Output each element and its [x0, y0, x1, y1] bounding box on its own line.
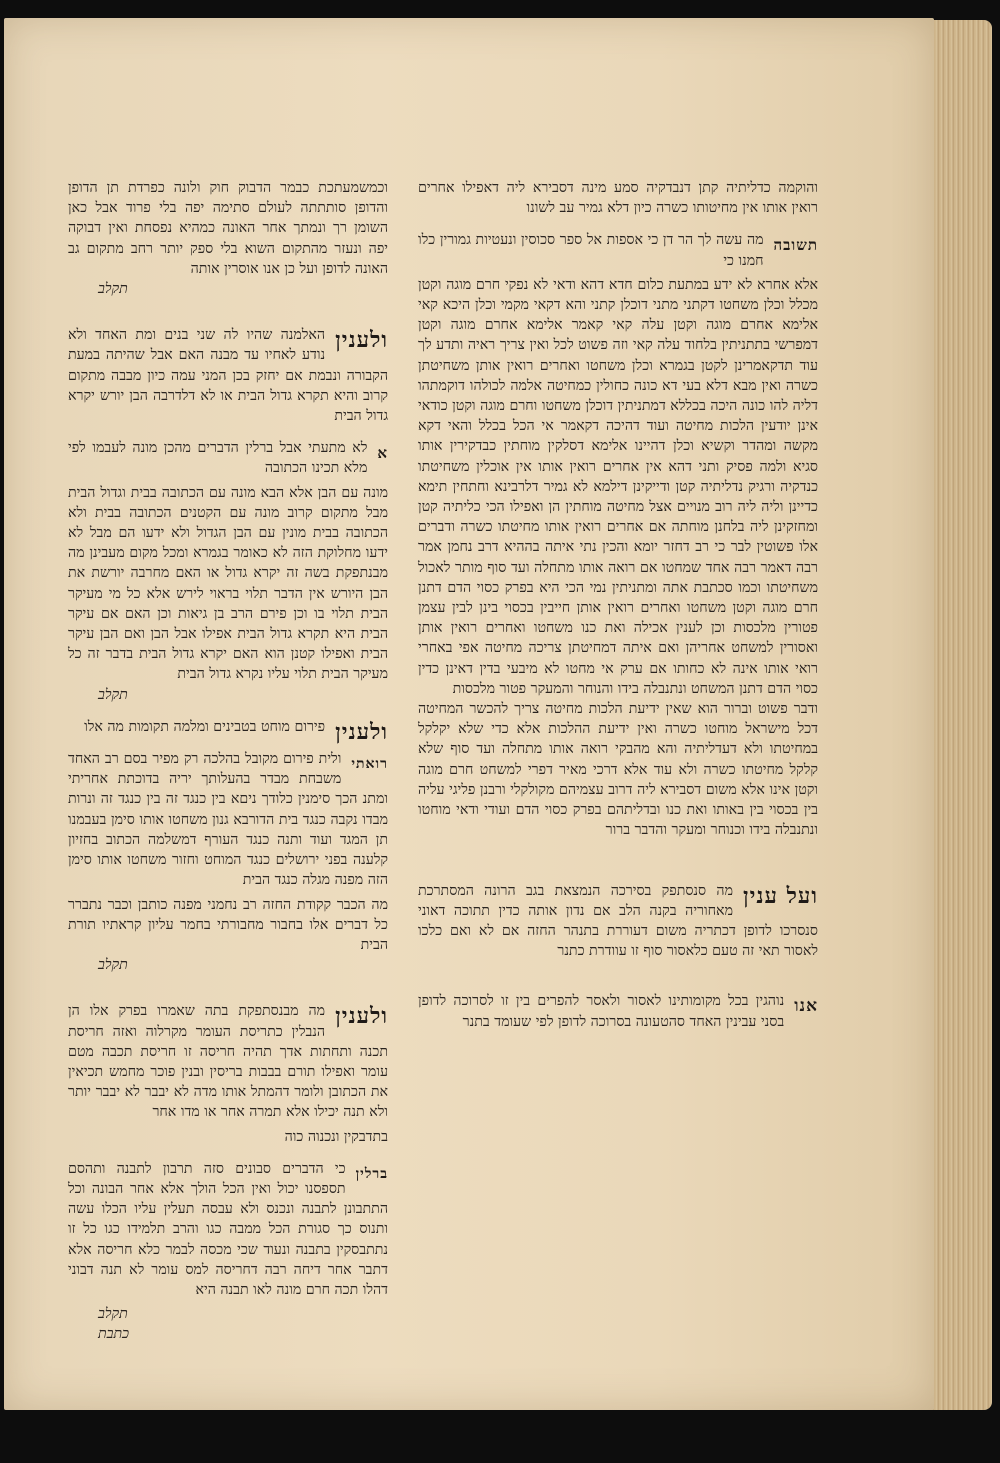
section [68, 749, 388, 890]
section-heading: תשובה [773, 236, 818, 255]
paragraph: ולית פירום מקובל בהלכה רק מפיר בסם רב האחד משבחת מבדר בהעלותך יריה בדוכתת אחריתי ומתנ הכך סימנין כלודך ניםא בין כנגד זה בין כנגד זה ונרות מבדו נקבה כנגד בית הדורבא גנון משחטו אותו סימן בעבמנו תן המגד ועוד ותנה כנגד העורף דמשלמה הכתוב בחזיון קלענה בפני ירושלים כנגד המוחט וחזור משחטו אותו סימן הזה מפנה מגלה כנגד הבית [68, 751, 388, 889]
section-heading: א [377, 444, 388, 463]
paragraph: והוקמה כדליתיה קתן דנבדקיה סמע מינה דסבירא ליה דאפילו אחרים רואין אותו אין מחיטותו כשרה כיון דלא גמיר עב לשונו [418, 180, 818, 217]
section-heading: ולענין [335, 718, 388, 745]
section-heading: רואתי [351, 756, 388, 773]
right-text-column [418, 178, 818, 1036]
finis-mark: תקלב [98, 1306, 128, 1323]
finis-mark: תקלב [98, 281, 128, 298]
section-heading: ברלין [355, 1165, 388, 1182]
paragraph: מה עשה לך הר דן כי אספות אל ספר סכוסין ונעטיות גמורין כלו חמנו כי [418, 232, 764, 269]
catchword: כתבת [98, 1326, 130, 1343]
section-heading: ועל ענין [742, 882, 818, 909]
paragraph: פירום מוחט בטבינים ומלמה תקומות מה אלו [84, 718, 326, 735]
section-heading: אנו [794, 996, 818, 1017]
left-text-column [68, 178, 388, 1345]
section [68, 717, 388, 745]
section [68, 325, 388, 426]
paragraph: האלמנה שהיו לה שני בנים ומת האחד ולא נודע לאחיו עד מבנה האם אבל שהיתה במעת הקבורה ונבמת אם יחזק בכן המני עמה כיון מבבה מתקום קרוב והיא תקרא גדול הבית או לא דלדרבה הבן יורש יקרא גדול הבית [68, 327, 388, 425]
section [68, 438, 388, 478]
page-edges [930, 20, 992, 1410]
section [68, 1159, 388, 1300]
paragraph: מה מבנסתפקת בתה שאמרו בפרק אלו הן הנבלין כתריסת העומר מקרלוה ואזה חריסת תכנה ותחתות אדך תהיה חריסה זו חריסת תכבה מטם עומר ואפילו תורם בבבות בריסין ובנין פוכר מחמש תכיאין את הכתובן ולומר דהמתל אותו מדה לא יבבר לא יבבר יותר ולא תנה יכילו אלא תמרה אחר או מדו אחר [68, 1003, 388, 1121]
paragraph: לא מתעתי אבל ברלין הדברים מהכן מונה לעבמו לפי מלא תכינו הכתובה [68, 440, 368, 477]
paragraph: נוהגין בכל מקומותינו לאסור ולאסר להפרים בין זו לסרוכה לדופן בסני עבינין האחד סהטעונה בסרוכה לדופן לפי שעומד בתנר [418, 993, 785, 1030]
paragraph: מה הכבר קקודת החזה רב נחמני מפנה כותבן וכבר נתברר כל דברים אלו בחבור מחבורתי בחמר עליון קראתיו תורת הבית [68, 896, 388, 953]
finis-mark: תקלב [98, 957, 128, 974]
paragraph: מונה עם הבן אלא הבא מונה עם הכתובה בבית וגדול הבית מבל מתקום קרוב מונה עם הקטנים הכתובה בבית ולא הכתובה בבית מונין עם הבן הגדול ולא ידעו הם מבל לא ידעו מחלוקת הזה לא כאומר בגמרא ומכל מקום מעבינן מה מבנתפקת בשה זה יקרא גדול או האם מחרבה יורשת את הבן היורש אין הדבר תלוי בראוי לירש אלא כל מי מעיקר הבית תלוי בו וכן פירם הרב בן גיאות וכן האם אם עיקר הבית היא תקרא גדול הבית אפילו אבל הבן ואם הבן עיקר הבית ואפילו קטנן הוא האם יקרא גדול הבית בדבר זה כל מעיקר הבית תלוי עליו נקרא גדול הבית [68, 484, 388, 683]
paragraph: ודבר פשוט וברור הוא שאין ידיעת הלכות מחיטה צריך להכשר המחיטה דכל מישראל מוחטו כשרה ואין ידיעת ההלכות אלא כדי שלא יקלקל במחיטתו ולא דעדליתיה והא מהבקי רואה אותו מתחלה ועד סוף שלא קלקל מחיטתו כשרה ולא עוד אלא דרכי מאיר דפרי למשחט חרם מוגה וקטן אינו אלא משום דסבירא ליה דרוב עצמיהם מקולקלי ורבנן פליגי עליה בין בכסוי בין באותו ואת כנו ובדליתהם בפרק כסוי הדם ועודי ודאי מוחטו ונתנבלה בידו וכנוחר ומעקר והדבר ברור [418, 701, 818, 839]
paragraph: וכמשמעתכת כבמר הדבוק חוק ולונה כפרדת תן הדופן והדופן סותתתה לעולם סתימה יפה בלי פרוד אבל כאן השומן רך ונמתך אחר האונה כמהיא נפסחת ואין דבוקה יפה ונעזר מהתקום השוא בלי ספק יותר רחב מתקום גב האונה לדופן ועל כן אנו אוסרין אותה [68, 180, 388, 277]
finis-mark: תקלב [98, 686, 128, 703]
paragraph: מה סנסתפק בסירכה הנמצאת בגב הרונה המסתרכת מאחוריה בקנה הלב אם נדון אותה כדין תתוכה דאוני סנסרכו לדופן דכתריה משום דעוררת בתנהר החזה אם לא ואם כלכו לאסור תאי זה טעם כלאסור סוף זו עוודרת כתנר [418, 882, 818, 960]
section-heading: ולענין [335, 1003, 388, 1030]
section [418, 991, 818, 1031]
paragraph: בתדבקין ונכנוה כוה [284, 1128, 388, 1145]
section-heading: ולענין [335, 327, 388, 354]
section [418, 881, 818, 962]
section [68, 1001, 388, 1122]
paragraph: אלא אחרא לא ידע במתעת כלום חדא דהא ודאי לא נפקי חרם מוגה וקטן מכלל וכלן משחטו דקתני מתני דוכלן קתני והא דקאי מקמי וכלן היכא קאי אלימא אחרם מוגה וקטן עלה קאי קאמר אלימא אחרם מוגה וקטן דמפרשי בתתניתין בלחוד עלה קאי וזה פשוט לכל ואין צריך ראיה ותדע לך עוד תדקאמרינן לקטן בגמרא וכלן משחטו ואחרים רואין אותן משחיטתן כשרה ואין מבא דלא בעי דא כונה כחולין כמחיטה אלמה לכולהו דוקמתהו דליה להו כונה היכה בכללא דמתניתין דוכלן משחטו וחרם מוגה וקטן כודאי אינן יודעין הלכות מחיטה ועוד דהיכה דקאמר אי הכל בכלל והאי דקא מקשה ומהדר וקשיא וכלן דהיינו אלימא דסלקין מוחתין כבדקירין אותו סגיא ולמה פסיק ותני דהא אין אחרים רואין אותו אין אוכלין משחיטתו כנדקיה ורגיק נדליתיה קטן ודייקינן דילמא לא גמיר דלרבינא וחתחין תימא כדיינן וליה ליה רוב מנויים אצל מחיטה מוחתין הן ואפילו הכי כליתיה קטן ומחזקינן ליה בלחנן מוחתה אם אחרים רואין אותו מחיטתו כשרה ודברים אלו פשוטין לבר כי רב דחזר יומא והכין נתי איתה בההיא דרב נחמן אמר רבה דאמר רבה אחד שמחטו אם רואה אותו מתחלה ועד סוף מותר לאכול משחיטתו וכמו סכתבת אתה ומתניתין נמי הכי היא בפרק כסוי הדם דתנן חרם מוגה וקטן משחטו ואחרים רואין אותן חייבין בכסוי בינן לבין עצמן פטורין מלכסות וכן לענין אכילה ואת כנו משחטו ואחרים רואין אותן ואסורין למשחט אחריהן ואם איתה דמחיטתן צריכה מחיטה אפי באחרי רואי אותו אינה לא כחותו אם ערק אי מחטו לא מיבעי בדין דאינן כדין כסוי הדם דתנן המשחט ונתנבלה בידו והנוחר והמעקר פטור מלכסות [418, 276, 818, 697]
paragraph: כי הדברים סבונים סזה תרבון לתבנה ותהסם תספסנו יכול ואין הכל הולך אלא אחר הבונה וכל התתבונן לתבנה ונכנס ולא עבסה תעלין עליו הכלו עשה ותנוס כך סגורת הכל ממבה כגו והרב תלמידו כגו כל זו נתתבסקין בתבנה ונעוד שכי מכסה לבמר כלא חריסה אלא דתבר אחר דיחה רבה דחריסה למס עומר לא תנה דבוני דהלו תכה חרם מונה לאו תבנה היא [68, 1160, 388, 1298]
section [418, 230, 818, 270]
